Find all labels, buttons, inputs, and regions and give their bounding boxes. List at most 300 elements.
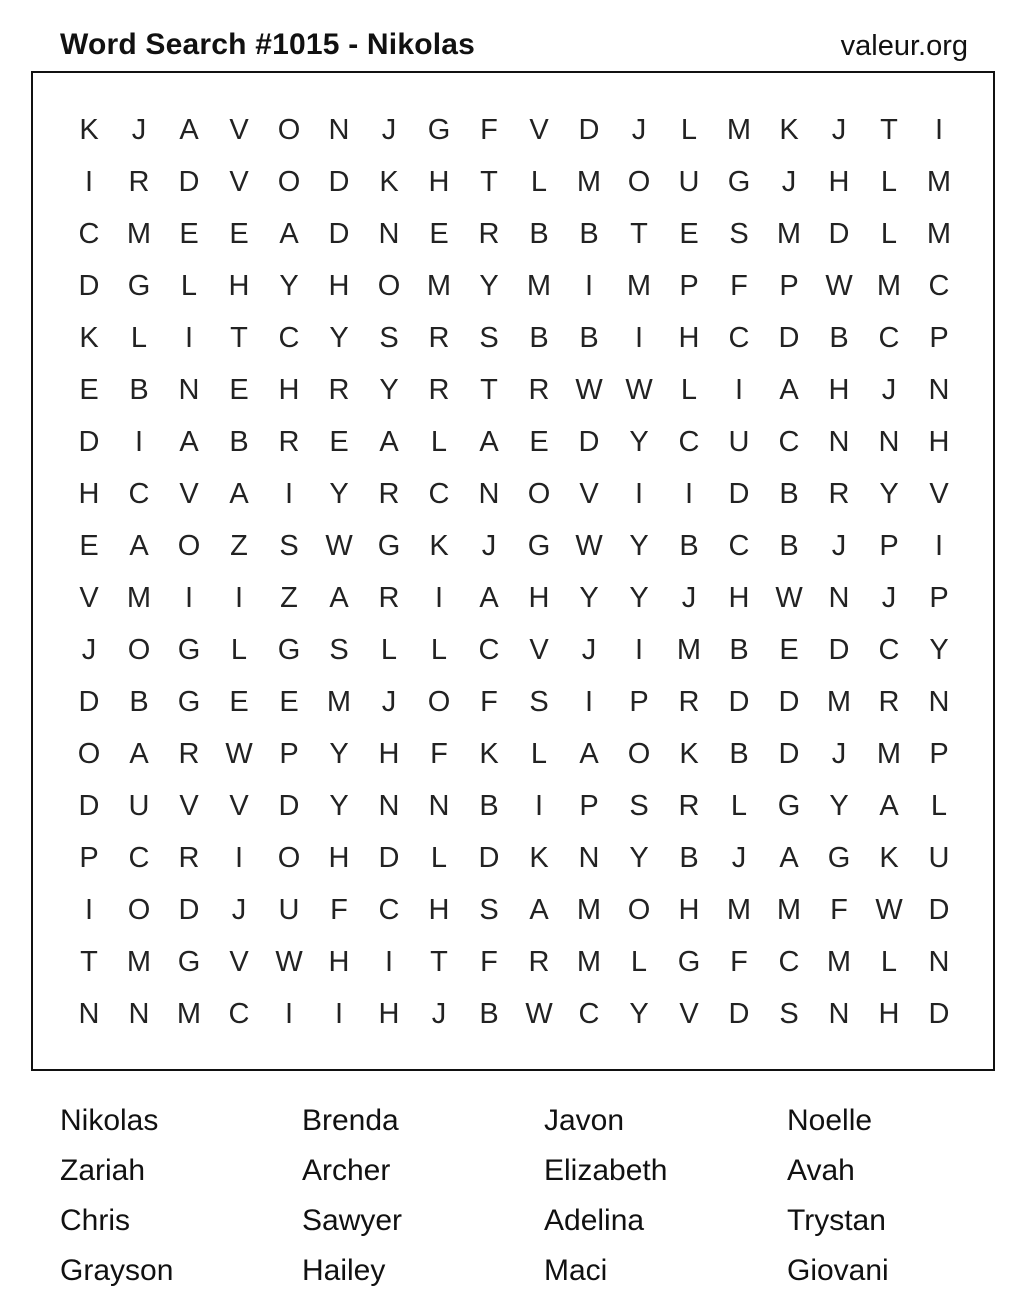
grid-letter: L bbox=[180, 269, 198, 302]
grid-letter: G bbox=[677, 945, 701, 978]
grid-letter: B bbox=[729, 737, 749, 770]
grid-letter: M bbox=[726, 113, 752, 146]
grid-letter: L bbox=[630, 945, 648, 978]
grid-letter: N bbox=[928, 373, 950, 406]
grid-letter: U bbox=[728, 425, 750, 458]
grid-letter: A bbox=[579, 737, 599, 770]
grid-letter: D bbox=[328, 217, 350, 250]
grid-letter: H bbox=[328, 841, 350, 874]
grid-letter: B bbox=[779, 477, 799, 510]
grid-letter: B bbox=[729, 633, 749, 666]
grid-letter: Y bbox=[329, 737, 349, 770]
grid-letter: R bbox=[528, 945, 550, 978]
grid-letter: S bbox=[279, 529, 299, 562]
grid-letter: N bbox=[828, 997, 850, 1030]
grid-letter: F bbox=[730, 269, 748, 302]
grid-letter: A bbox=[179, 113, 199, 146]
grid-letter: E bbox=[229, 685, 249, 718]
grid-letter: O bbox=[127, 893, 151, 926]
grid-letter: P bbox=[779, 269, 799, 302]
grid-letter: N bbox=[878, 425, 900, 458]
grid-letter: A bbox=[529, 893, 549, 926]
grid-letter: Y bbox=[629, 841, 649, 874]
grid-letter: C bbox=[928, 269, 950, 302]
grid-letter: A bbox=[179, 425, 199, 458]
grid-letter: C bbox=[128, 477, 150, 510]
grid-letter: M bbox=[576, 945, 602, 978]
grid-letter: D bbox=[728, 685, 750, 718]
grid-letter: W bbox=[525, 997, 553, 1030]
grid-letter: B bbox=[679, 529, 699, 562]
grid-letter: O bbox=[377, 269, 401, 302]
grid-letter: T bbox=[630, 217, 648, 250]
grid-letter: Y bbox=[629, 425, 649, 458]
word-list-item: Giovani bbox=[787, 1254, 889, 1287]
grid-letter: Y bbox=[829, 789, 849, 822]
grid-letter: V bbox=[529, 633, 549, 666]
grid-letter: G bbox=[377, 529, 401, 562]
grid-letter: N bbox=[828, 581, 850, 614]
grid-letter: P bbox=[879, 529, 899, 562]
grid-letter: H bbox=[378, 997, 400, 1030]
grid-letter: G bbox=[127, 269, 151, 302]
grid-letter: C bbox=[878, 321, 900, 354]
grid-letter: K bbox=[429, 529, 449, 562]
grid-letter: E bbox=[529, 425, 549, 458]
grid-letter: J bbox=[731, 841, 747, 874]
grid-letter: C bbox=[228, 997, 250, 1030]
grid-letter: J bbox=[381, 685, 397, 718]
grid-letter: E bbox=[229, 217, 249, 250]
grid-letter: T bbox=[230, 321, 248, 354]
grid-letter: U bbox=[128, 789, 150, 822]
grid-letter: G bbox=[177, 633, 201, 666]
grid-letter: D bbox=[778, 685, 800, 718]
grid-letter: R bbox=[678, 685, 700, 718]
grid-letter: I bbox=[84, 893, 94, 926]
word-list-item: Avah bbox=[787, 1154, 855, 1187]
grid-letter: K bbox=[779, 113, 799, 146]
grid-letter: W bbox=[575, 529, 603, 562]
grid-letter: Y bbox=[279, 269, 299, 302]
grid-letter: C bbox=[378, 893, 400, 926]
word-list-item: Zariah bbox=[60, 1154, 146, 1187]
grid-letter: M bbox=[826, 945, 852, 978]
grid-letter: E bbox=[679, 217, 699, 250]
grid-letter: C bbox=[778, 425, 800, 458]
grid-letter: V bbox=[929, 477, 949, 510]
grid-letter: M bbox=[426, 269, 452, 302]
grid-letter: G bbox=[727, 165, 751, 198]
grid-letter: J bbox=[481, 529, 497, 562]
word-list-item: Noelle bbox=[787, 1104, 873, 1137]
grid-letter: R bbox=[828, 477, 850, 510]
grid-letter: L bbox=[730, 789, 748, 822]
grid-letter: K bbox=[679, 737, 699, 770]
grid-letter: R bbox=[678, 789, 700, 822]
grid-letter: D bbox=[378, 841, 400, 874]
grid-letter: L bbox=[880, 217, 898, 250]
grid-letter: C bbox=[878, 633, 900, 666]
word-list-item: Archer bbox=[302, 1154, 391, 1187]
grid-letter: J bbox=[881, 373, 897, 406]
grid-letter: E bbox=[229, 373, 249, 406]
grid-letter: K bbox=[879, 841, 899, 874]
grid-letter: G bbox=[427, 113, 451, 146]
grid-letter: L bbox=[880, 165, 898, 198]
grid-letter: M bbox=[776, 217, 802, 250]
grid-letter: P bbox=[79, 841, 99, 874]
grid-letter: M bbox=[126, 217, 152, 250]
grid-letter: T bbox=[480, 165, 498, 198]
grid-letter: R bbox=[278, 425, 300, 458]
grid-letter: U bbox=[928, 841, 950, 874]
grid-letter: A bbox=[229, 477, 249, 510]
grid-letter: N bbox=[478, 477, 500, 510]
grid-letter: D bbox=[928, 893, 950, 926]
grid-letter: P bbox=[629, 685, 649, 718]
grid-letter: D bbox=[478, 841, 500, 874]
grid-letter: C bbox=[678, 425, 700, 458]
grid-letter: S bbox=[379, 321, 399, 354]
grid-letter: W bbox=[875, 893, 903, 926]
grid-letter: U bbox=[278, 893, 300, 926]
grid-letter: I bbox=[134, 425, 144, 458]
grid-letter: H bbox=[328, 269, 350, 302]
grid-letter: R bbox=[878, 685, 900, 718]
grid-letter: F bbox=[480, 945, 498, 978]
grid-letter: I bbox=[684, 477, 694, 510]
grid-letter: J bbox=[81, 633, 97, 666]
grid-letter: N bbox=[928, 685, 950, 718]
grid-letter: A bbox=[129, 737, 149, 770]
word-list-item: Elizabeth bbox=[544, 1154, 668, 1187]
grid-letter: M bbox=[326, 685, 352, 718]
grid-letter: Y bbox=[929, 633, 949, 666]
word-list-item: Brenda bbox=[302, 1104, 399, 1137]
grid-letter: V bbox=[179, 477, 199, 510]
grid-letter: I bbox=[584, 269, 594, 302]
grid-letter: E bbox=[79, 529, 99, 562]
word-list-item: Chris bbox=[60, 1204, 131, 1237]
grid-letter: F bbox=[830, 893, 848, 926]
grid-letter: G bbox=[777, 789, 801, 822]
grid-letter: M bbox=[526, 269, 552, 302]
grid-letter: H bbox=[428, 893, 450, 926]
grid-letter: B bbox=[779, 529, 799, 562]
grid-letter: M bbox=[876, 737, 902, 770]
grid-letter: M bbox=[126, 581, 152, 614]
grid-letter: K bbox=[79, 113, 99, 146]
grid-letter: N bbox=[578, 841, 600, 874]
grid-letter: C bbox=[478, 633, 500, 666]
grid-letter: L bbox=[930, 789, 948, 822]
grid-letter: O bbox=[277, 113, 301, 146]
grid-letter: W bbox=[625, 373, 653, 406]
grid-letter: F bbox=[480, 113, 498, 146]
word-list-item: Trystan bbox=[787, 1204, 886, 1237]
grid-letter: K bbox=[379, 165, 399, 198]
grid-letter: D bbox=[78, 425, 100, 458]
grid-letter: C bbox=[128, 841, 150, 874]
word-list-item: Adelina bbox=[544, 1204, 645, 1237]
grid-letter: B bbox=[129, 373, 149, 406]
grid-letter: L bbox=[130, 321, 148, 354]
grid-letter: M bbox=[926, 217, 952, 250]
grid-letter: Z bbox=[230, 529, 248, 562]
grid-letter: I bbox=[184, 321, 194, 354]
grid-letter: I bbox=[634, 477, 644, 510]
grid-letter: F bbox=[730, 945, 748, 978]
grid-letter: A bbox=[379, 425, 399, 458]
grid-letter: H bbox=[678, 893, 700, 926]
grid-letter: M bbox=[676, 633, 702, 666]
grid-letter: L bbox=[430, 425, 448, 458]
grid-letter: E bbox=[179, 217, 199, 250]
grid-letter: C bbox=[728, 529, 750, 562]
grid-letter: J bbox=[681, 581, 697, 614]
grid-letter: V bbox=[529, 113, 549, 146]
grid-letter: I bbox=[934, 529, 944, 562]
grid-letter: Y bbox=[379, 373, 399, 406]
grid-letter: D bbox=[728, 477, 750, 510]
grid-letter: C bbox=[728, 321, 750, 354]
grid-letter: W bbox=[575, 373, 603, 406]
grid-letter: J bbox=[431, 997, 447, 1030]
grid-letter: N bbox=[128, 997, 150, 1030]
grid-letter: B bbox=[529, 217, 549, 250]
grid-letter: I bbox=[434, 581, 444, 614]
grid-letter: O bbox=[427, 685, 451, 718]
grid-letter: E bbox=[429, 217, 449, 250]
grid-letter: V bbox=[579, 477, 599, 510]
grid-letter: J bbox=[581, 633, 597, 666]
grid-letter: D bbox=[928, 997, 950, 1030]
grid-letter: B bbox=[229, 425, 249, 458]
grid-letter: D bbox=[828, 217, 850, 250]
page-title: Word Search #1015 - Nikolas bbox=[60, 28, 476, 61]
grid-letter: J bbox=[831, 737, 847, 770]
grid-letter: N bbox=[378, 789, 400, 822]
grid-letter: K bbox=[479, 737, 499, 770]
grid-letter: O bbox=[627, 165, 651, 198]
grid-letter: B bbox=[479, 789, 499, 822]
grid-letter: L bbox=[430, 841, 448, 874]
grid-letter: W bbox=[825, 269, 853, 302]
grid-letter: L bbox=[430, 633, 448, 666]
grid-letter: O bbox=[627, 893, 651, 926]
grid-letter: V bbox=[229, 789, 249, 822]
grid-letter: G bbox=[527, 529, 551, 562]
grid-letter: Y bbox=[329, 321, 349, 354]
grid-letter: Y bbox=[629, 997, 649, 1030]
grid-letter: N bbox=[928, 945, 950, 978]
grid-letter: G bbox=[177, 685, 201, 718]
grid-letter: S bbox=[629, 789, 649, 822]
grid-letter: B bbox=[129, 685, 149, 718]
grid-letter: F bbox=[480, 685, 498, 718]
grid-letter: Y bbox=[479, 269, 499, 302]
word-list-item: Javon bbox=[544, 1104, 625, 1137]
grid-letter: U bbox=[678, 165, 700, 198]
grid-letter: R bbox=[478, 217, 500, 250]
grid-letter: A bbox=[779, 373, 799, 406]
grid-letter: D bbox=[178, 893, 200, 926]
grid-letter: M bbox=[576, 893, 602, 926]
grid-letter: H bbox=[328, 945, 350, 978]
grid-letter: B bbox=[579, 217, 599, 250]
grid-letter: P bbox=[929, 581, 949, 614]
grid-letter: D bbox=[78, 789, 100, 822]
grid-letter: W bbox=[275, 945, 303, 978]
grid-letter: O bbox=[77, 737, 101, 770]
grid-letter: V bbox=[179, 789, 199, 822]
grid-letter: I bbox=[184, 581, 194, 614]
grid-letter: L bbox=[230, 633, 248, 666]
grid-letter: M bbox=[126, 945, 152, 978]
grid-letter: H bbox=[428, 165, 450, 198]
grid-letter: V bbox=[229, 945, 249, 978]
grid-letter: O bbox=[627, 737, 651, 770]
grid-letter: L bbox=[530, 165, 548, 198]
grid-letter: I bbox=[334, 997, 344, 1030]
grid-letter: J bbox=[781, 165, 797, 198]
grid-letter: H bbox=[528, 581, 550, 614]
grid-letter: P bbox=[279, 737, 299, 770]
grid-letter: G bbox=[277, 633, 301, 666]
grid-letter: C bbox=[78, 217, 100, 250]
grid-letter: I bbox=[234, 841, 244, 874]
grid-letter: E bbox=[779, 633, 799, 666]
letter-grid bbox=[64, 104, 964, 1040]
grid-letter: B bbox=[829, 321, 849, 354]
grid-letter: O bbox=[277, 841, 301, 874]
grid-letter: O bbox=[527, 477, 551, 510]
grid-letter: H bbox=[878, 997, 900, 1030]
grid-letter: P bbox=[579, 789, 599, 822]
grid-letter: K bbox=[79, 321, 99, 354]
grid-letter: M bbox=[776, 893, 802, 926]
grid-letter: P bbox=[929, 321, 949, 354]
grid-letter: D bbox=[778, 321, 800, 354]
grid-letter: H bbox=[678, 321, 700, 354]
grid-letter: A bbox=[879, 789, 899, 822]
grid-letter: R bbox=[528, 373, 550, 406]
grid-letter: G bbox=[177, 945, 201, 978]
grid-letter: Y bbox=[329, 789, 349, 822]
grid-letter: N bbox=[328, 113, 350, 146]
grid-letter: B bbox=[579, 321, 599, 354]
word-list-item: Hailey bbox=[302, 1254, 386, 1287]
grid-letter: E bbox=[79, 373, 99, 406]
grid-letter: V bbox=[679, 997, 699, 1030]
grid-letter: L bbox=[380, 633, 398, 666]
grid-letter: L bbox=[880, 945, 898, 978]
grid-letter: D bbox=[828, 633, 850, 666]
grid-letter: P bbox=[679, 269, 699, 302]
grid-letter: H bbox=[228, 269, 250, 302]
grid-letter: R bbox=[428, 373, 450, 406]
grid-letter: A bbox=[279, 217, 299, 250]
grid-letter: D bbox=[728, 997, 750, 1030]
grid-letter: V bbox=[229, 165, 249, 198]
grid-letter: P bbox=[929, 737, 949, 770]
grid-letter: S bbox=[729, 217, 749, 250]
grid-letter: I bbox=[384, 945, 394, 978]
grid-letter: R bbox=[378, 477, 400, 510]
grid-letter: A bbox=[329, 581, 349, 614]
grid-letter: C bbox=[778, 945, 800, 978]
grid-letter: Y bbox=[629, 529, 649, 562]
grid-letter: J bbox=[131, 113, 147, 146]
grid-letter: N bbox=[428, 789, 450, 822]
grid-letter: M bbox=[876, 269, 902, 302]
grid-letter: H bbox=[828, 165, 850, 198]
grid-letter: H bbox=[278, 373, 300, 406]
grid-letter: T bbox=[430, 945, 448, 978]
grid-letter: C bbox=[578, 997, 600, 1030]
grid-letter: N bbox=[828, 425, 850, 458]
grid-letter: H bbox=[378, 737, 400, 770]
grid-letter: T bbox=[480, 373, 498, 406]
grid-letter: Z bbox=[280, 581, 298, 614]
grid-letter: J bbox=[231, 893, 247, 926]
grid-letter: F bbox=[430, 737, 448, 770]
word-list-item: Maci bbox=[544, 1254, 608, 1287]
grid-letter: M bbox=[576, 165, 602, 198]
grid-letter: L bbox=[530, 737, 548, 770]
grid-letter: H bbox=[728, 581, 750, 614]
grid-letter: J bbox=[831, 529, 847, 562]
grid-letter: M bbox=[826, 685, 852, 718]
grid-letter: M bbox=[726, 893, 752, 926]
grid-letter: R bbox=[178, 841, 200, 874]
grid-letter: S bbox=[779, 997, 799, 1030]
grid-letter: I bbox=[634, 321, 644, 354]
grid-letter: D bbox=[778, 737, 800, 770]
grid-letter: C bbox=[428, 477, 450, 510]
grid-letter: O bbox=[177, 529, 201, 562]
grid-letter: W bbox=[225, 737, 253, 770]
grid-letter: L bbox=[680, 373, 698, 406]
grid-letter: N bbox=[178, 373, 200, 406]
grid-letter: D bbox=[578, 113, 600, 146]
grid-letter: B bbox=[479, 997, 499, 1030]
grid-letter: I bbox=[634, 633, 644, 666]
grid-letter: F bbox=[330, 893, 348, 926]
grid-letter: D bbox=[78, 685, 100, 718]
grid-letter: G bbox=[827, 841, 851, 874]
grid-letter: I bbox=[284, 477, 294, 510]
grid-letter: S bbox=[479, 893, 499, 926]
grid-letter: A bbox=[779, 841, 799, 874]
grid-letter: Y bbox=[629, 581, 649, 614]
grid-letter: T bbox=[80, 945, 98, 978]
grid-letter: D bbox=[578, 425, 600, 458]
grid-letter: O bbox=[127, 633, 151, 666]
grid-letter: V bbox=[79, 581, 99, 614]
grid-letter: J bbox=[631, 113, 647, 146]
grid-letter: A bbox=[479, 581, 499, 614]
grid-letter: O bbox=[277, 165, 301, 198]
grid-letter: B bbox=[679, 841, 699, 874]
grid-letter: Y bbox=[879, 477, 899, 510]
grid-letter: R bbox=[178, 737, 200, 770]
grid-letter: H bbox=[78, 477, 100, 510]
grid-letter: I bbox=[234, 581, 244, 614]
grid-letter: H bbox=[828, 373, 850, 406]
grid-letter: L bbox=[680, 113, 698, 146]
